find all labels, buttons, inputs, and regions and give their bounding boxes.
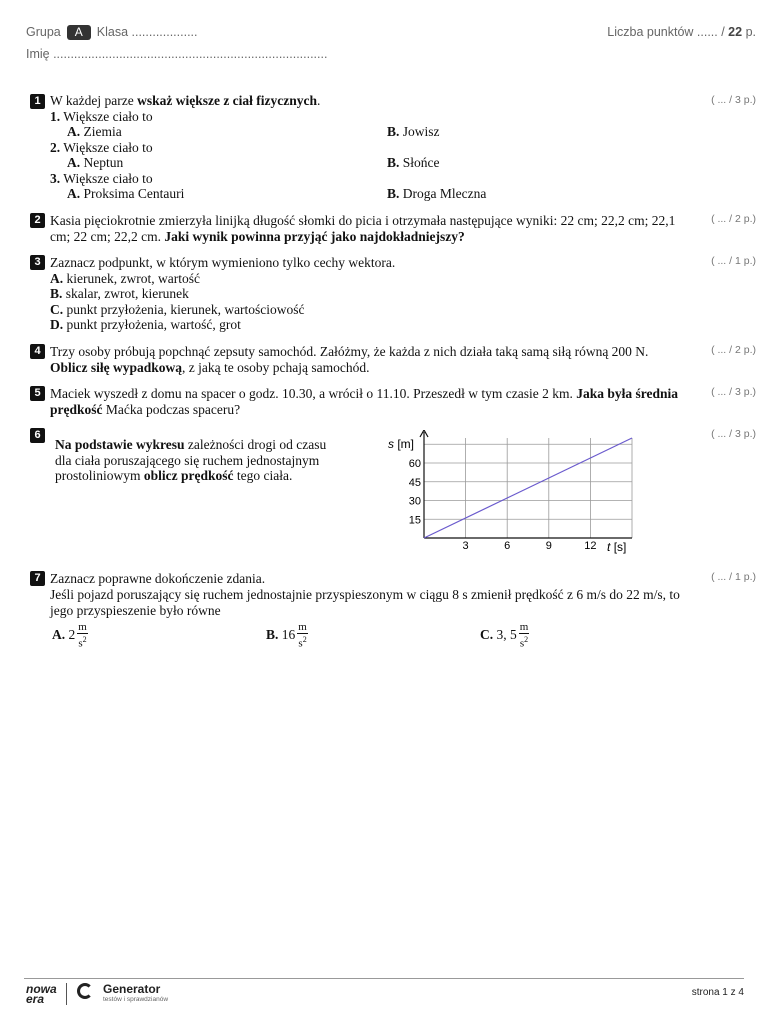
question-points-1: ( ... / 3 p.)	[711, 94, 756, 106]
q7-option-b[interactable]: B. 16 $\frac{m}{s^2}$	[266, 621, 307, 650]
y-tick-label: 30	[408, 495, 421, 508]
question-number-1: 1	[30, 94, 45, 109]
q3-text: Zaznacz podpunkt, w którym wymieniono tylko cechy wektora.	[50, 255, 396, 270]
x-tick-label: 9	[545, 540, 552, 552]
q1-item-2-option-a[interactable]: A. Neptun	[67, 155, 124, 170]
question-number-6: 6	[30, 428, 45, 443]
q3-option-c[interactable]: C. punkt przyłożenia, kierunek, wartościowość	[50, 302, 305, 317]
question-number-7: 7	[30, 571, 45, 586]
chart-series	[424, 438, 632, 538]
q4-text: Trzy osoby próbują popchnąć zepsuty samochód. Załóżmy, że każda z nich działa taką samą siłą równą 200 N. Oblicz siłę wypadkową, z jaką te osoby pchają samochód.	[50, 344, 649, 375]
question-points-4: ( ... / 2 p.)	[711, 344, 756, 356]
q1-item-3-option-a[interactable]: A. Proksima Centauri	[67, 186, 185, 201]
q1-item-1-option-a[interactable]: A. Ziemia	[67, 124, 122, 139]
q2-text: Kasia pięciokrotnie zmierzyła linijką długość słomki do picia i otrzymała następujące wyniki: 22 cm; 22,2 cm; 22,1 cm; 22 cm; 22,2 cm. Jaki wynik powinna przyjąć jako najdokładniejszy?	[50, 213, 676, 244]
logo-separator	[66, 983, 67, 1005]
x-tick-label: 3	[462, 540, 469, 552]
q3-option-d[interactable]: D. punkt przyłożenia, wartość, grot	[50, 317, 241, 332]
question-points-3: ( ... / 1 p.)	[711, 255, 756, 267]
page-number: strona 1 z 4	[691, 987, 744, 998]
question-number-4: 4	[30, 344, 45, 359]
q1-item-3-option-b[interactable]: B. Droga Mleczna	[387, 186, 487, 201]
nowa-era-logo: nowa era	[26, 982, 57, 1006]
q1-intro: W każdej parze wskaż większe z ciał fizycznych.	[50, 93, 321, 108]
points-total: 22	[728, 25, 743, 39]
question-points-6: ( ... / 3 p.)	[711, 428, 756, 440]
q7-text-1: Zaznacz poprawne dokończenie zdania.	[50, 571, 266, 586]
question-number-3: 3	[30, 255, 45, 270]
q1-item-2-option-b[interactable]: B. Słońce	[387, 155, 440, 170]
class-label: Klasa ...................	[96, 25, 198, 39]
x-tick-label: 12	[584, 540, 597, 552]
q7-option-c[interactable]: C. 3, 5 $\frac{m}{s^2}$	[480, 621, 529, 650]
points-label: Liczba punktów ...... /	[607, 25, 725, 39]
series-line	[424, 438, 632, 538]
generator-logo-icon	[77, 983, 93, 999]
q7-option-a[interactable]: A. 2 $\frac{m}{s^2}$	[52, 621, 87, 650]
y-tick-label: 15	[408, 514, 421, 527]
x-tick-label: 6	[504, 540, 511, 552]
group-label: Grupa	[26, 25, 61, 39]
q3-option-a[interactable]: A. kierunek, zwrot, wartość	[50, 271, 200, 286]
question-points-2: ( ... / 2 p.)	[711, 213, 756, 225]
y-axis-label: s [m]	[388, 437, 415, 451]
q7-text-2: Jeśli pojazd poruszający się ruchem jednostajnie przyspieszonym w ciągu 8 s zmienił prędkość z 6 m/s do 22 m/s, to jego przyspieszenie było równe	[50, 587, 680, 618]
question-number-2: 2	[30, 213, 45, 228]
footer-divider	[24, 978, 744, 979]
points-unit: p.	[745, 25, 756, 39]
name-field: Imię ...............................................................................	[26, 47, 328, 61]
q1-item-1: 1. Większe ciało to	[50, 109, 153, 124]
points-field	[607, 25, 756, 39]
q1-item-1-option-b[interactable]: B. Jowisz	[387, 124, 440, 139]
group-field	[26, 25, 198, 40]
question-points-5: ( ... / 3 p.)	[711, 386, 756, 398]
distance-time-chart	[380, 430, 640, 558]
chart-axes	[420, 430, 632, 538]
q3-option-b[interactable]: B. skalar, zwrot, kierunek	[50, 286, 189, 301]
x-axis-label: t [s]	[607, 540, 627, 554]
q5-text: Maciek wyszedł z domu na spacer o godz. 10.30, a wrócił o 11.10. Przeszedł w tym czasie 2 km. Jaka była średnia prędkość Maćka podczas spaceru?	[50, 386, 679, 417]
generator-logo: Generator testów i sprawdzianów	[103, 982, 169, 1003]
q1-item-3: 3. Większe ciało to	[50, 171, 153, 186]
question-number-5: 5	[30, 386, 45, 401]
q6-text: Na podstawie wykresu zależności drogi od czasu dla ciała poruszającego się ruchem jednostajnym prostoliniowym oblicz prędkość tego ciała.	[55, 437, 327, 483]
group-badge: A	[67, 25, 91, 40]
question-points-7: ( ... / 1 p.)	[711, 571, 756, 583]
y-tick-label: 60	[408, 458, 421, 470]
y-tick-label: 45	[408, 476, 421, 489]
q1-item-2: 2. Większe ciało to	[50, 140, 153, 155]
